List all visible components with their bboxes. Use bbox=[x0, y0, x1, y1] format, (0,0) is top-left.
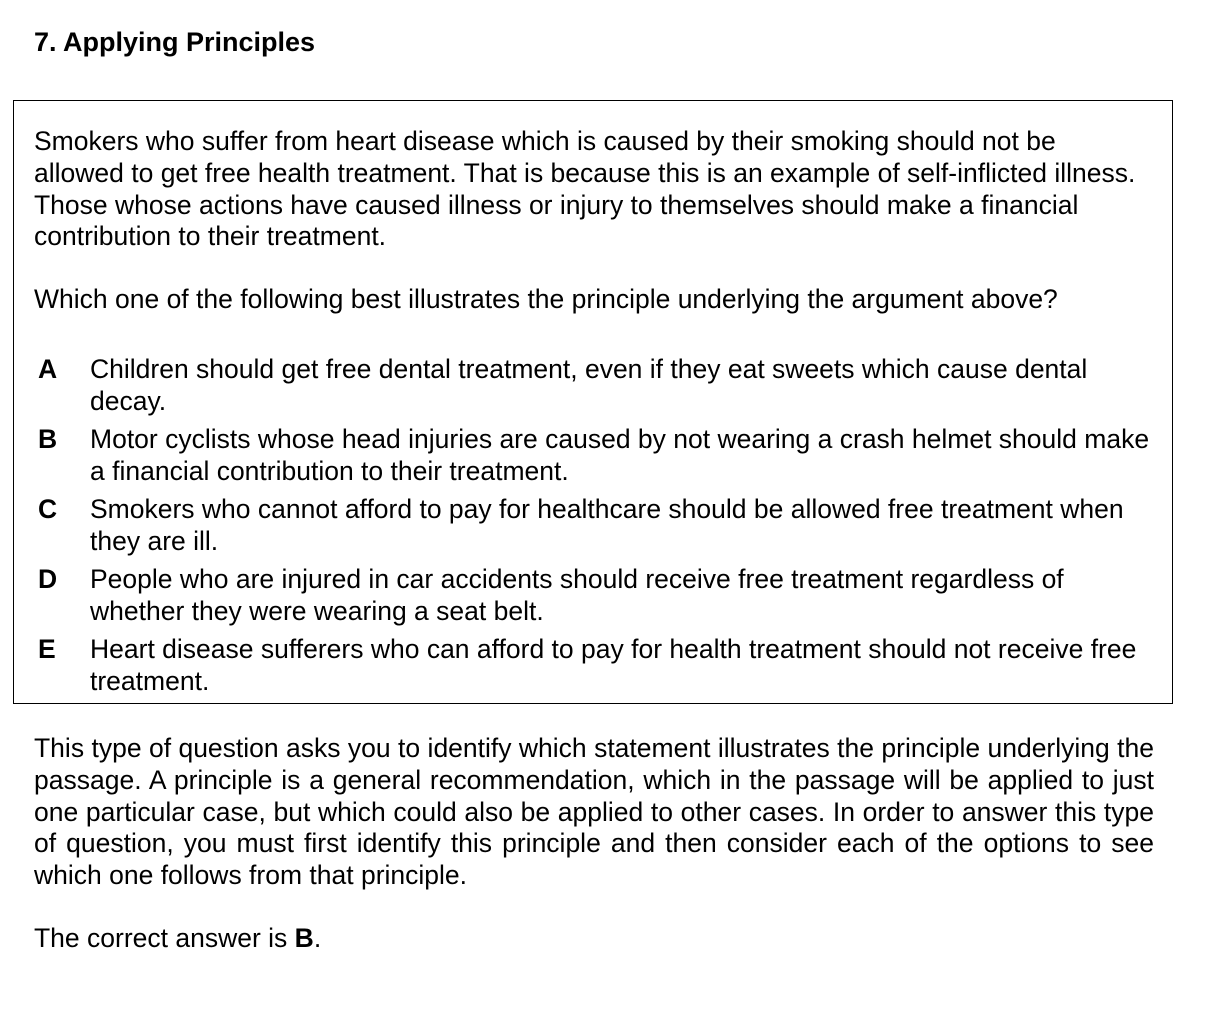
option-a bbox=[38, 354, 1158, 418]
answer-options bbox=[38, 354, 1158, 704]
question-prompt: Which one of the following best illustrates the principle underlying the argument above? bbox=[34, 284, 1058, 314]
question-heading: 7. Applying Principles bbox=[34, 27, 316, 57]
option-text: People who are injured in car accidents should receive free treatment regardless of whether they were wearing a seat belt. bbox=[90, 564, 1064, 627]
explanation-text: This type of question asks you to identify which statement illustrates the principle underlying the passage. A principle is a general recommendation, which in the passage will be applied to just one particular case, but which could also be applied to other cases. In order to answer this type of question, you must first identify this principle and then consider each of the options to see which one follows from that principle. bbox=[34, 733, 1154, 891]
option-text: Motor cyclists whose head injuries are caused by not wearing a crash helmet should make a financial contribution to their treatment. bbox=[90, 424, 1150, 486]
option-letter: E bbox=[38, 634, 56, 665]
option-b bbox=[38, 424, 1158, 488]
question-box bbox=[13, 100, 1173, 704]
option-e bbox=[38, 634, 1158, 698]
option-text: Heart disease sufferers who can afford to pay for health treatment should not receive free treatment. bbox=[90, 634, 1137, 697]
answer-prefix: The correct answer is bbox=[34, 923, 295, 953]
option-letter: B bbox=[38, 424, 58, 455]
option-letter: A bbox=[38, 354, 58, 384]
answer-letter: B bbox=[294, 923, 314, 953]
option-text: Smokers who cannot afford to pay for healthcare should be allowed free treatment when they are ill. bbox=[90, 494, 1124, 556]
option-text: Children should get free dental treatment, even if they eat sweets which cause dental decay. bbox=[90, 354, 1088, 416]
option-d bbox=[38, 564, 1158, 628]
option-letter: C bbox=[38, 494, 58, 525]
option-c bbox=[38, 494, 1158, 558]
option-letter: D bbox=[38, 564, 58, 595]
passage-text: Smokers who suffer from heart disease which is caused by their smoking should not be allowed to get free health treatment. That is because this is an example of self-inflicted illness. Those whose actions have caused illness or injury to themselves should make a financial contribution to their treatment. bbox=[34, 126, 1136, 252]
answer-suffix: . bbox=[313, 923, 322, 953]
correct-answer bbox=[34, 923, 321, 955]
